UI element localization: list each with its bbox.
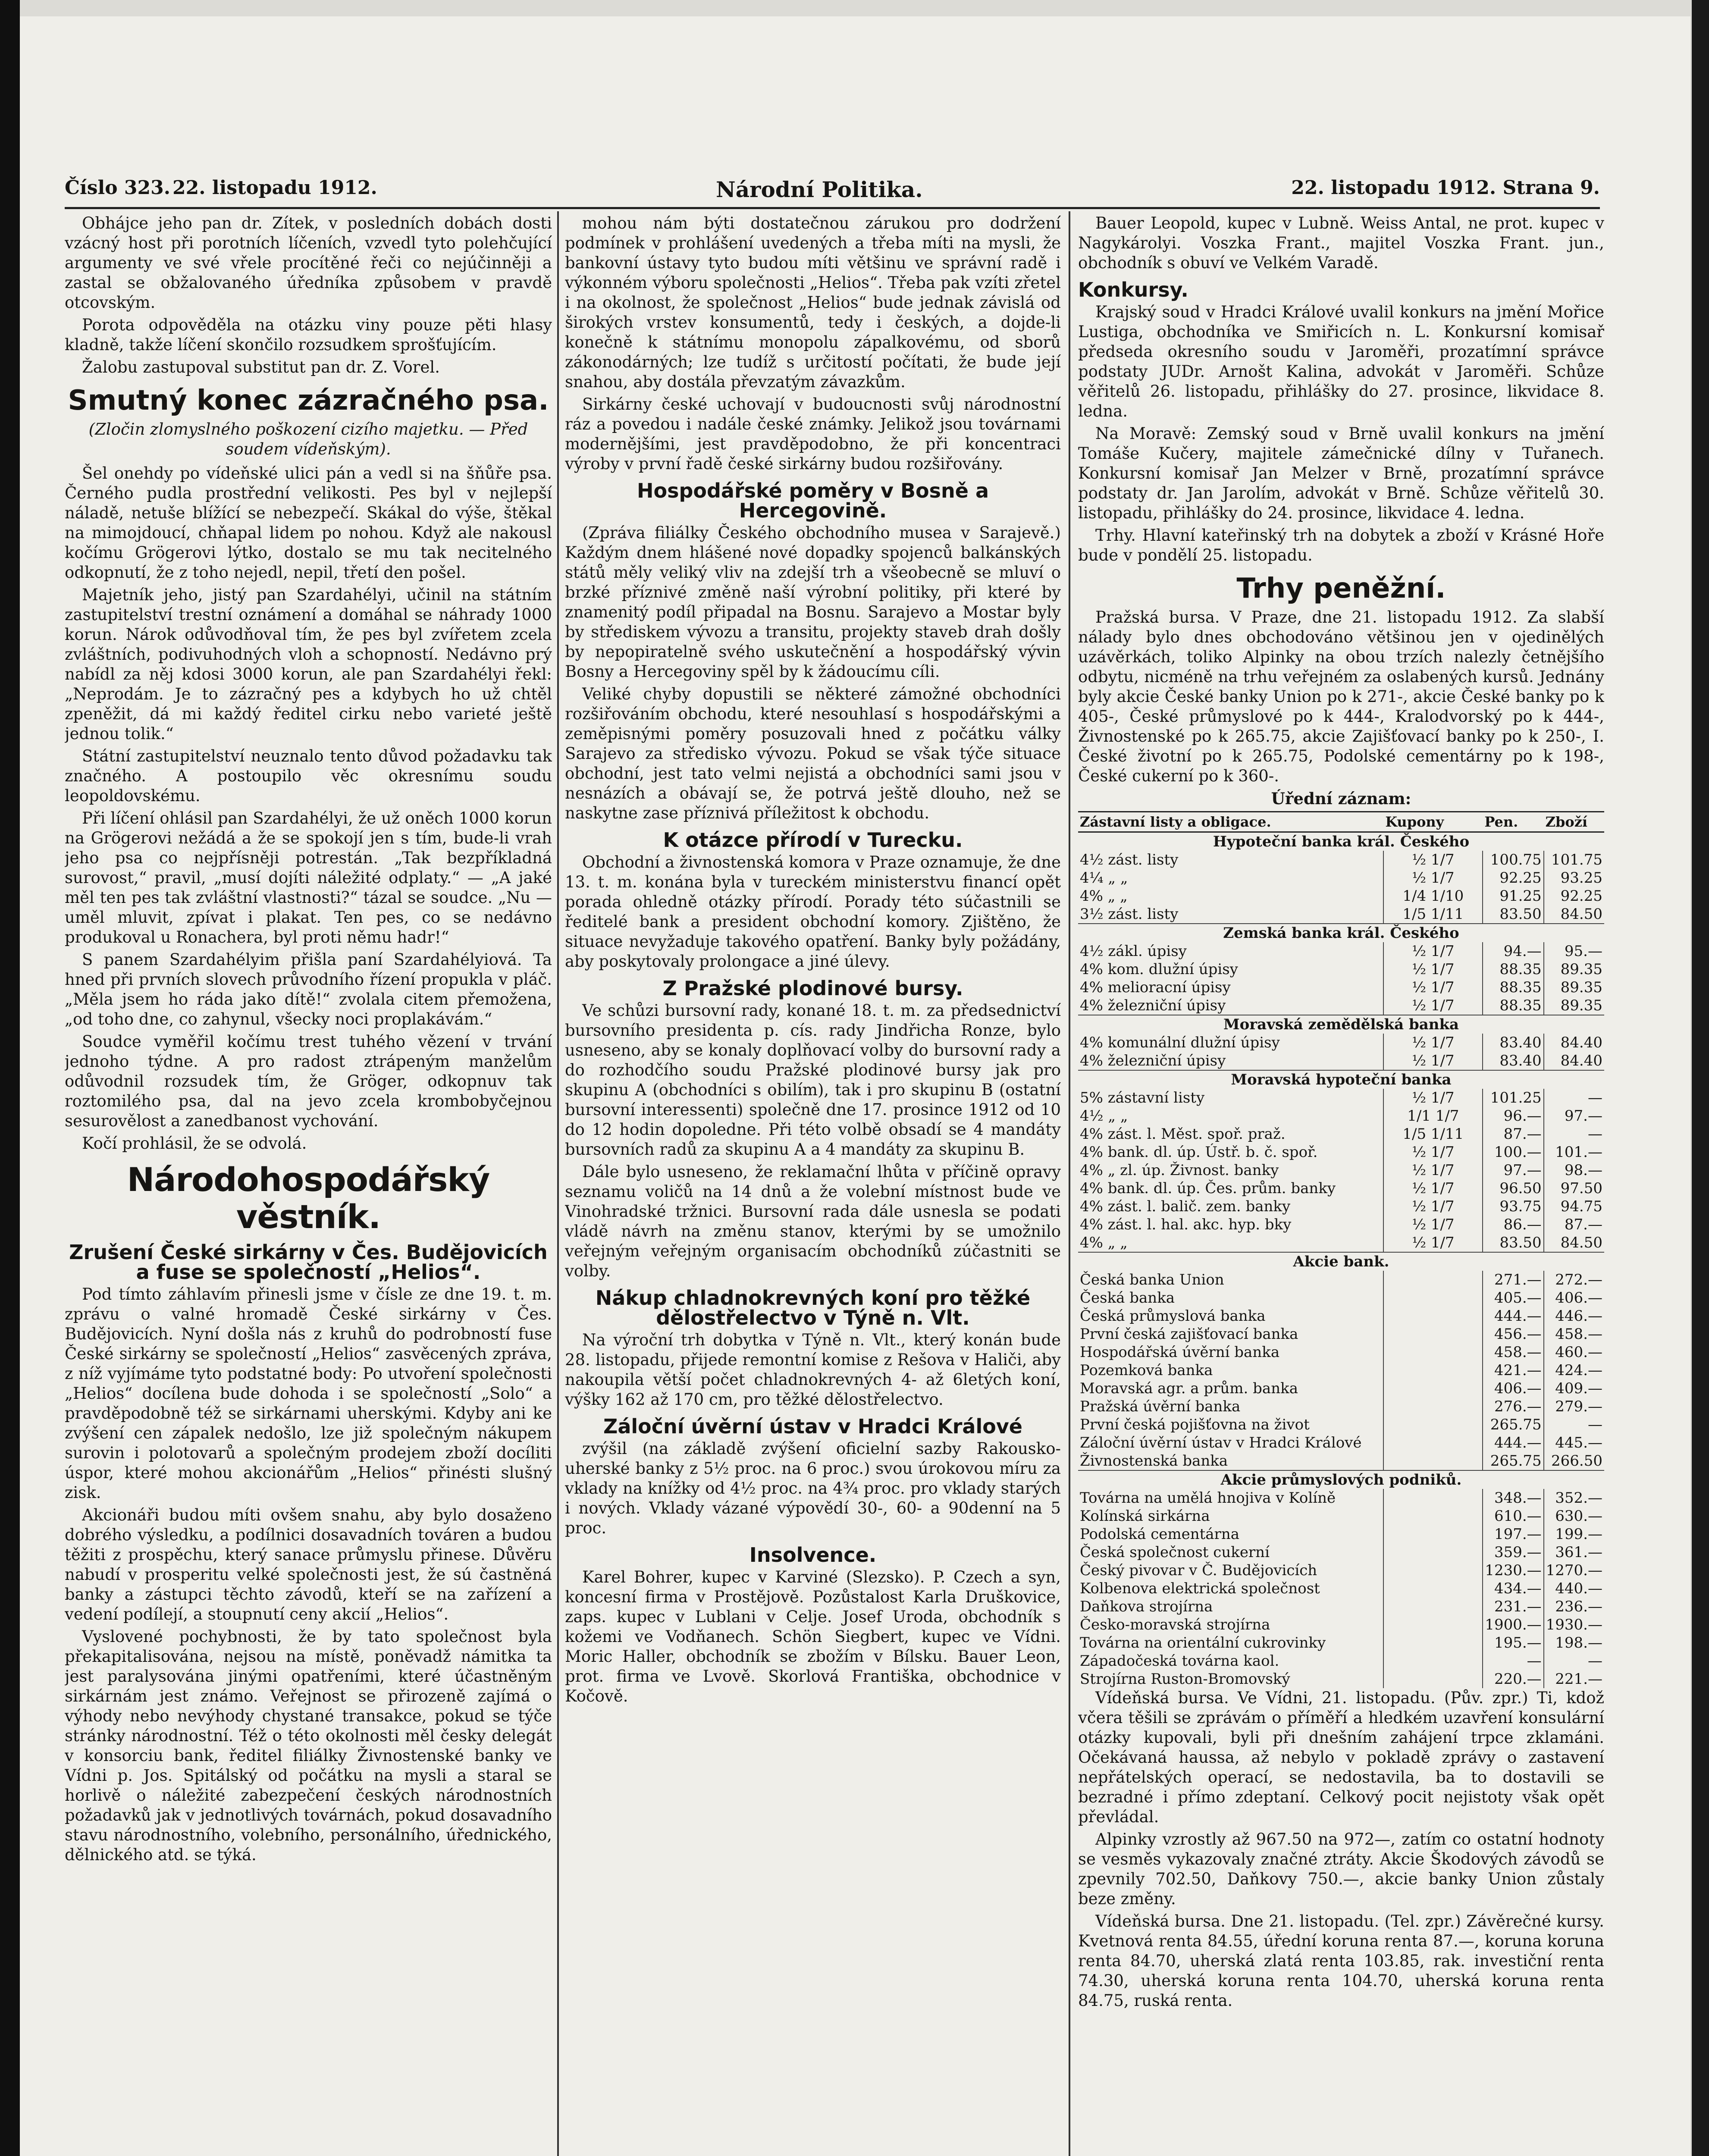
table-cell: 83.50	[1483, 1234, 1543, 1252]
table-row	[1078, 1252, 1604, 1271]
table-cell	[1383, 1379, 1483, 1398]
table-cell: 4% železniční úpisy	[1080, 997, 1226, 1014]
table-cell: 630.—	[1544, 1507, 1604, 1525]
table-cell: 4% „ „	[1080, 1234, 1128, 1251]
table-cell: 444.—	[1483, 1307, 1543, 1325]
table-cell: —	[1483, 1652, 1543, 1670]
table-cell: 1930.—	[1544, 1616, 1604, 1634]
table-cell: 91.25	[1483, 887, 1543, 905]
table-row	[1078, 978, 1604, 997]
table-cell	[1383, 1652, 1483, 1670]
table-cell: 266.50	[1544, 1452, 1604, 1470]
table-cell: 4% zást. l. Měst. spoř. praž.	[1080, 1125, 1286, 1143]
paragraph: Vídeňská bursa. Dne 21. listopadu. (Tel. zpr.) Závěrečné kursy. Kvetnová renta 84.55, úřední koruna renta 87.—, koruna koruna renta 84.70, uherská zlatá renta 103.85, rak. investiční renta 74.30, uherská koruna renta 104.70, uherská koruna renta 84.75, ruská renta.	[1078, 1912, 1604, 2010]
table-cell: Akcie bank.	[1078, 1252, 1604, 1271]
paragraph: Trhy. Hlavní kateřinský trh na dobytek a zboží v Krásné Hoře bude v pondělí 25. listopadu.	[1078, 526, 1604, 564]
table-cell: Živnostenská banka	[1080, 1452, 1228, 1470]
article-headline: Hospodářské poměry v Bosně a Hercegovině.	[637, 479, 989, 522]
table-cell: 406.—	[1483, 1379, 1543, 1398]
table-cell: 220.—	[1483, 1670, 1543, 1688]
paragraph: Bauer Leopold, kupec v Lubně. Weiss Antal, ne prot. kupec v Nagykárolyi. Voszka Frant., majitel Voszka Frant. jun., obchodník s obuví ve Velkém Varadě.	[1078, 214, 1604, 272]
table-cell: 4¼ „ „	[1080, 869, 1128, 887]
table-cell	[1383, 1489, 1483, 1507]
table-cell: 1/5 1/11	[1383, 905, 1483, 924]
table-cell: —	[1544, 1089, 1604, 1107]
page-header	[65, 177, 1600, 207]
date-right: 22. listopadu 1912. Strana 9.	[1291, 177, 1600, 199]
table-cell	[1383, 1398, 1483, 1416]
table-cell: Hospodářská úvěrní banka	[1080, 1344, 1280, 1361]
column-divider	[1069, 211, 1070, 2156]
table-cell: 1/4 1/10	[1383, 887, 1483, 905]
table-cell: Moravská zemědělská banka	[1078, 1015, 1604, 1034]
table-cell: ½ 1/7	[1383, 1161, 1483, 1179]
table-cell: 101.25	[1483, 1089, 1543, 1107]
table-row	[1078, 1543, 1604, 1561]
table-row	[1078, 905, 1604, 924]
scan-edge-left	[0, 0, 20, 2156]
table-cell: Zemská banka král. Českého	[1078, 924, 1604, 942]
column-header: Zástavní listy a obligace.	[1078, 812, 1383, 832]
paragraph: Na výroční trh dobytka v Týně n. Vlt., který konán bude 28. listopadu, přijede remontní komise z Rešova v Haliči, aby nakoupila větší počet chladnokrevných 4- až 6letých koní, výšky 162 až 170 cm, pro těžké dělostřelectvo.	[565, 1331, 1061, 1409]
paragraph: Šel onehdy po vídeňské ulici pán a vedl si na šňůře psa. Černého pudla prostřední velikosti. Pes byl v nejlepší náladě, netuše blížící se nebezpečí. Skákal do výše, štěkal na mimojdoucí, chňapal lidem po nohou. Když ale nakousl kočímu Grögerovi lýtko, dostalo se mu tak necitelného odkopnutí, že z toho nejedl, nepil, třetí den pošel.	[65, 464, 552, 582]
table-cell	[1383, 1307, 1483, 1325]
table-cell: ½ 1/7	[1383, 960, 1483, 978]
table-row	[1078, 1598, 1604, 1616]
table-cell: 4% zást. l. hal. akc. hyp. bky	[1080, 1216, 1292, 1233]
issue-number: Číslo 323.	[65, 177, 171, 199]
paragraph: Pražská bursa. V Praze, dne 21. listopadu 1912. Za slabší nálady bylo dnes obchodováno většinou jen v ojedinělých uzávěrkách, toliko Alpinky na obou trzích nalezly četnějšího odbytu, nicméně na trhu veřejném za oslabených kursů. Jednány byly akcie České banky Union po k 271-, akcie České banky po k 405-, České průmyslové po k 444-, Kralodvorský po k 444-, Živnostenské po k 265.75, akcie Zajišťovací banky po k 250-, I. České životní po k 265.75, Podolské cementárny po k 198-, České cukerní po k 360-.	[1078, 608, 1604, 785]
table-cell: 93.75	[1483, 1197, 1543, 1216]
table-cell: 361.—	[1544, 1543, 1604, 1561]
table-cell: 458.—	[1544, 1325, 1604, 1343]
table-cell: Továrna na umělá hnojiva v Kolíně	[1080, 1489, 1336, 1507]
table-row	[1078, 1271, 1604, 1289]
table-cell: ½ 1/7	[1383, 1216, 1483, 1234]
table-cell	[1383, 1543, 1483, 1561]
table-cell	[1383, 1289, 1483, 1307]
paragraph: Vyslovené pochybnosti, že by tato společnost byla překapitalisována, nejsou na místě, poněvadž námitka ta jest paralysována jinými opatřeními, které účastněným sirkárnám jest známo. Veřejnost se přirozeně zajímá o výhody nebo nevýhody chystané transakce, pokud se týče stránky národnostní. Též o této okolnosti měl česky delegát v konsorciu bank, ředitel filiálky Živnostenské banky ve Vídni p. Jos. Spitálský od počátku na mysli a staral se horlivě o náležité zabezpečení českých národnostních požadavků jak v jednotlivých továrnách, pokud dosavadního stavu národnostního, volebního, personálního, úřednického, dělnického atd. se týká.	[65, 1627, 552, 1864]
table-cell: 88.35	[1483, 978, 1543, 997]
table-cell: 83.40	[1483, 1052, 1543, 1070]
table-row	[1078, 1307, 1604, 1325]
column-header: Kupony	[1383, 812, 1483, 832]
table-cell: 88.35	[1483, 960, 1543, 978]
table-cell: —	[1544, 1125, 1604, 1143]
table-cell: 440.—	[1544, 1579, 1604, 1598]
table-cell: 406.—	[1544, 1289, 1604, 1307]
table-cell: 86.—	[1483, 1216, 1543, 1234]
table-row	[1078, 1034, 1604, 1052]
table-cell: 1/5 1/11	[1383, 1125, 1483, 1143]
table-cell: 197.—	[1483, 1525, 1543, 1543]
table-cell: 434.—	[1483, 1579, 1543, 1598]
article-headline: Zrušení České sirkárny v Čes. Budějovicích a fuse se společností „Helios“.	[69, 1241, 548, 1284]
paragraph: Vídeňská bursa. Ve Vídni, 21. listopadu. (Pův. zpr.) Ti, kdož včera těšili se zprávám o příměří a hledkém uzavření konsulární otázky kupovali, byli při dnešním zahájení trpce zklamáni. Očekávaná haussa, až nebylo v pokladě zprávy o zastavení nepřátelských operací, se nedostavila, ba to dostavili se bezradné i přímo zdeptaní. Celkový pocit nejistoty však opět převládal.	[1078, 1689, 1604, 1826]
table-cell: 279.—	[1544, 1398, 1604, 1416]
table-cell	[1383, 1416, 1483, 1434]
table-cell: 3½ zást. listy	[1080, 906, 1179, 923]
table-cell	[1383, 1343, 1483, 1361]
table-row	[1078, 1289, 1604, 1307]
scan-edge-right	[1692, 0, 1709, 2156]
table-cell: Kolbenova elektrická společnost	[1080, 1580, 1320, 1597]
table-cell	[1383, 1634, 1483, 1652]
table-cell: 94.75	[1544, 1197, 1604, 1216]
newspaper-title: Národní Politika.	[716, 177, 923, 202]
table-cell: 101.75	[1544, 851, 1604, 869]
table-cell: ½ 1/7	[1383, 997, 1483, 1015]
article-headline: Z Pražské plodinové bursy.	[662, 977, 963, 1000]
table-row	[1078, 1015, 1604, 1034]
table-cell: 84.40	[1544, 1052, 1604, 1070]
table-cell: 4% komunální dlužní úpisy	[1080, 1034, 1280, 1051]
table-cell	[1383, 1525, 1483, 1543]
table-cell: Západočeská továrna kaol.	[1080, 1652, 1279, 1670]
article-headline: K otázce přírodí v Turecku.	[663, 828, 963, 852]
table-cell: 199.—	[1544, 1525, 1604, 1543]
table-cell: 84.50	[1544, 1234, 1604, 1252]
article-headline: Záloční úvěrní ústav v Hradci Králové	[603, 1415, 1022, 1438]
table-cell: Akcie průmyslových podniků.	[1078, 1470, 1604, 1489]
table-cell: 198.—	[1544, 1634, 1604, 1652]
table-cell: ½ 1/7	[1383, 1179, 1483, 1197]
table-cell: 4% melioracní úpisy	[1080, 979, 1231, 996]
table-cell	[1383, 1507, 1483, 1525]
table-row	[1078, 1525, 1604, 1543]
table-cell: 405.—	[1483, 1289, 1543, 1307]
table-cell: Pozemková banka	[1080, 1362, 1213, 1379]
table-cell	[1383, 1434, 1483, 1452]
table-row	[1078, 832, 1604, 851]
table-cell: ½ 1/7	[1383, 1034, 1483, 1052]
paragraph: Majetník jeho, jistý pan Szardahélyi, učinil na státním zastupitelství trestní oznámení a domáhal se náhrady 1000 korun. Nárok odůvodňoval tím, že pes byl zvířetem zcela zvláštních, podivuhodných vloh a schopností. Nedávno prý nabídl za něj kdosi 3000 korun, ale pan Szardahélyi řekl: „Neprodám. Je to zázračný pes a kdybych ho už chtěl zpeněžit, dá mi každý ředitel cirku nebo varieté ještě jednou tolik.“	[65, 586, 552, 743]
table-cell: 1900.—	[1483, 1616, 1543, 1634]
column-1	[65, 213, 552, 2156]
table-cell: 352.—	[1544, 1489, 1604, 1507]
table-cell: 98.—	[1544, 1161, 1604, 1179]
table-cell: 445.—	[1544, 1434, 1604, 1452]
table-cell	[1383, 1561, 1483, 1579]
paragraph: Ve schůzi bursovní rady, konané 18. t. m. za předsednictví bursovního presidenta p. cís. rady Jindřicha Ronze, bylo usneseno, aby se konaly doplňovací volby do bursovní rady a do rozhodčího soudu Pražské plodinové bursy jak pro skupinu A (obchodníci s obilím), tak i pro skupinu B (ostatní bursovní interessenti) společně dne 17. prosince 1912 od 10 do 12 hodin dopoledne. Při této volbě obsadí se 4 mandáty bursovních radů za skupinu A a 4 mandáty za skupinu B.	[565, 1001, 1061, 1159]
table-cell: 84.40	[1544, 1034, 1604, 1052]
table-cell: 276.—	[1483, 1398, 1543, 1416]
table-cell: 4½ zást. listy	[1080, 851, 1179, 868]
section-headline: Národohospodářský věstník.	[127, 1160, 490, 1236]
table-cell: —	[1544, 1416, 1604, 1434]
paragraph: zvýšil (na základě zvýšení oficielní sazby Rakousko-uherské banky z 5½ proc. na 6 proc.) svou úrokovou míru za vklady na knížky od 4½ proc. na 4¾ proc. pro vklady starých i nových. Vklady vázané výpovědí 30-, 60- a 90denní na 5 proc.	[565, 1439, 1061, 1537]
article-headline: Nákup chladnokrevných koní pro těžké dělostřelectvo v Týně n. Vlt.	[595, 1286, 1031, 1329]
table-row	[1078, 1616, 1604, 1634]
paragraph: Obhájce jeho pan dr. Zítek, v posledních dobách dosti vzácný host při porotních líčeních, vzvedl tyto polehčující argumenty ve své vřele procítěné řeči co nejúčinněji a zastal se obžalovaného úředníka způsobem v pravdě otcovským.	[65, 214, 552, 312]
date-left: 22. listopadu 1912.	[172, 177, 377, 199]
article-subheadline: (Zločin zlomyslného poškození cizího majetku. — Před soudem vídeňským).	[88, 420, 528, 458]
table-cell: První česká pojišťovna na život	[1080, 1416, 1310, 1433]
table-cell: 97.—	[1544, 1107, 1604, 1125]
paragraph: Žalobu zastupoval substitut pan dr. Z. Vorel.	[82, 358, 440, 376]
table-row	[1078, 997, 1604, 1015]
table-cell: ½ 1/7	[1383, 1234, 1483, 1252]
table-cell: 4% železniční úpisy	[1080, 1052, 1226, 1069]
table-cell: 446.—	[1544, 1307, 1604, 1325]
table-cell: 100.—	[1483, 1143, 1543, 1161]
table-cell: Daňkova strojírna	[1080, 1598, 1213, 1615]
table-row	[1078, 1652, 1604, 1670]
table-cell: Podolská cementárna	[1080, 1526, 1239, 1543]
paragraph: S panem Szardahélyim přišla paní Szardahélyiová. Ta hned při prvních slovech průvodního řízení propukla v pláč. „Měla jsem ho ráda jako dítě!“ zvolala citem přemožena, „od toho dne, co zahynul, všecky noci proplakávám.“	[65, 950, 552, 1028]
table-cell: Továrna na orientální cukrovinky	[1080, 1634, 1326, 1651]
table-row	[1078, 1325, 1604, 1343]
table-cell	[1383, 1271, 1483, 1289]
table-cell: 409.—	[1544, 1379, 1604, 1398]
table-cell: 424.—	[1544, 1361, 1604, 1379]
table-cell: Strojírna Ruston-Bromovský	[1080, 1670, 1290, 1688]
table-cell: 89.35	[1544, 997, 1604, 1015]
paragraph: Alpinky vzrostly až 967.50 na 972—, zatím co ostatní hodnoty se vesměs vykazovaly značné ztráty. Akcie Škodových závodů se zpevnily 702.50, Daňkovy 750.—, akcie banky Union zůstaly beze změny.	[1078, 1830, 1604, 1908]
table-cell: ½ 1/7	[1383, 869, 1483, 887]
table-cell: Český pivovar v Č. Budějovicích	[1080, 1562, 1317, 1579]
table-cell: 92.25	[1483, 869, 1543, 887]
table-cell: 83.50	[1483, 905, 1543, 924]
table-row	[1078, 1489, 1604, 1507]
article-headline: Smutný konec zázračného psa.	[68, 385, 549, 417]
table-cell: 231.—	[1483, 1598, 1543, 1616]
table-cell: ½ 1/7	[1383, 1089, 1483, 1107]
column-divider	[557, 211, 559, 2156]
table-cell: 101.—	[1544, 1143, 1604, 1161]
table-cell: 4% kom. dlužní úpisy	[1080, 961, 1238, 978]
table-cell: 265.75	[1483, 1416, 1543, 1434]
table-cell: 92.25	[1544, 887, 1604, 905]
table-cell: 456.—	[1483, 1325, 1543, 1343]
table-cell: 4% bank. dl. úp. Čes. prům. banky	[1080, 1180, 1336, 1197]
table-cell: 610.—	[1483, 1507, 1543, 1525]
table-row	[1078, 851, 1604, 869]
table-row	[1078, 1507, 1604, 1525]
table-row	[1078, 1107, 1604, 1125]
table-cell: Hypoteční banka král. Českého	[1078, 832, 1604, 851]
paragraph: Obchodní a živnostenská komora v Praze oznamuje, že dne 13. t. m. konána byla v tureckém ministerstvu financí opět porada ohledně otázky přírodí. Porady této súčastnili se ředitelé bank a president obchodní komory. Zjištěno, že situace nevyžaduje takového opatření. Banky byly požádány, aby poskytovaly prolongace a jiné úlevy.	[565, 853, 1061, 971]
table-row	[1078, 1125, 1604, 1143]
table-row	[1078, 1416, 1604, 1434]
table-row	[1078, 1161, 1604, 1179]
table-cell: 421.—	[1483, 1361, 1543, 1379]
table-cell: Moravská agr. a prům. banka	[1080, 1380, 1298, 1397]
column-2	[565, 213, 1061, 2156]
table-cell: Záloční úvěrní ústav v Hradci Králové	[1080, 1434, 1362, 1451]
table-cell: Moravská hypoteční banka	[1078, 1070, 1604, 1089]
table-cell: Česká banka Union	[1080, 1271, 1224, 1288]
table-row	[1078, 1070, 1604, 1089]
table-cell: 89.35	[1544, 960, 1604, 978]
table-cell	[1383, 1361, 1483, 1379]
table-cell: 4% bank. dl. úp. Ústř. b. č. spoř.	[1080, 1144, 1318, 1161]
header-rule	[65, 207, 1600, 209]
table-row	[1078, 1216, 1604, 1234]
table-cell: Česká banka	[1080, 1289, 1175, 1307]
paragraph: Kočí prohlásil, že se odvolá.	[82, 1134, 307, 1153]
table-row	[1078, 1634, 1604, 1652]
paragraph: Sirkárny české uchovají v budoucnosti svůj národnostní ráz a povedou i nadále české známky. Jelikož jsou továrnami modernějšími, jest pravděpodobno, že při koncentraci výroby v první řadě české sirkárny budou rozšiřovány.	[565, 395, 1061, 473]
table-cell: Kolínská sirkárna	[1080, 1507, 1210, 1525]
table-row	[1078, 869, 1604, 887]
table-cell: 4% „ „	[1080, 887, 1128, 905]
table-cell: Česko-moravská strojírna	[1080, 1616, 1270, 1633]
table-cell: 458.—	[1483, 1343, 1543, 1361]
table-cell: 265.75	[1483, 1452, 1543, 1470]
table-cell: 89.35	[1544, 978, 1604, 997]
paragraph: Dále bylo usneseno, že reklamační lhůta v příčině opravy seznamu voličů na 14 dnů a že volební místnost bude ve Vinohradské tržnici. Bursovní rada dále usnesla se podati vládě návrh na změnu stanov, kterými by se umožnilo veřejným veřejným organisacím obchodníků zúčastniti se volby.	[565, 1163, 1061, 1280]
table-cell: 97.—	[1483, 1161, 1543, 1179]
article-headline: Insolvence.	[749, 1543, 877, 1567]
table-cell: První česká zajišťovací banka	[1080, 1326, 1298, 1343]
table-row	[1078, 1434, 1604, 1452]
table-cell: —	[1544, 1652, 1604, 1670]
table-cell: 444.—	[1483, 1434, 1543, 1452]
table-cell: 83.40	[1483, 1034, 1543, 1052]
table-row	[1078, 1579, 1604, 1598]
table-cell: 93.25	[1544, 869, 1604, 887]
table-cell	[1383, 1579, 1483, 1598]
paragraph: Akcionáři budou míti ovšem snahu, aby bylo dosaženo dobrého výsledku, a podílnici dosavadních továren a budou těžiti z prospěchu, který sanace průmyslu přinese. Důvěru nabudí v prosperitu velké společnosti jest, že sú častněná banky a zástupci těchto závodů, kteří se na zařízení a vedení podílejí, a stoupnutí ceny akcií „Helios“.	[65, 1506, 552, 1623]
paragraph: Na Moravě: Zemský soud v Brně uvalil konkurs na jmění Tomáše Kučery, majitele zámečnické dílny v Tuřanech. Konkursní komisař Jan Melzer v Brně, prozatímní správce podstaty dr. Jan Jarolím, advokát v Brně. Schůze věřitelů 30. listopadu, přihlášky do 24. prosince, likvidace 4. ledna.	[1078, 424, 1604, 522]
paragraph: Státní zastupitelství neuznalo tento důvod požadavku tak značného. A postoupilo věc okresnímu soudu leopoldovskému.	[65, 747, 552, 805]
paragraph: Veliké chyby dopustili se některé zámožné obchodníci rozšiřováním obchodu, které nesouhlasí s hospodářskými a zeměpisnými poměry posuzovali hned z počátku války Sarajevo za středisko vývozu. Pokud se však týče situace obchodní, jest tato velmi nejistá a obchodníci sami jsou v nesnázích a obávají se, že potrvá ještě dlouho, než se naskytne zase příznivá příležitost k obchodu.	[565, 685, 1061, 822]
table-cell	[1383, 1616, 1483, 1634]
column-3	[1078, 213, 1604, 2156]
table-cell: 97.50	[1544, 1179, 1604, 1197]
table-cell: ½ 1/7	[1383, 1197, 1483, 1216]
table-cell: 84.50	[1544, 905, 1604, 924]
table-row	[1078, 1379, 1604, 1398]
table-cell: 96.—	[1483, 1107, 1543, 1125]
table-cell	[1383, 1598, 1483, 1616]
paragraph: mohou nám býti dostatečnou zárukou pro dodržení podmínek v prohlášení uvedených a třeba míti na mysli, že bankovní ústavy tyto budou míti většinu ve správní radě i výkonném výboru společnosti „Helios“. Třeba pak vzíti zřetel i na okolnost, že společnost „Helios“ bude jednak závislá od širokých vrstev konsumentů, tedy i českých, a dojde-li konečně k státnímu monopolu zápalkovému, od sborů zákonodárných; lze tudíž s určitostí počítati, že bude její snahou, aby dostála převzatým závazkům.	[565, 214, 1061, 391]
paragraph: Pod tímto záhlavím přinesli jsme v čísle ze dne 19. t. m. zprávu o valné hromadě České sirkárny v Čes. Budějovicích. Nyní došla nás z kruhů do podrobností fuse České sirkárny se společností „Helios“ zasvěcených zpráva, z níž vyjímáme tyto podstatné body: Po utvoření společnosti „Helios“ docílena bude dohoda i se společností „Solo“ a pravděpodobně též se sirkárnami uherskými. Kdyby ani ke zvýšení cen zápalek nedošlo, lze již společným nákupem surovin i polotovarů a společným prodejem zboží docíliti úspor, které mohou akcionářům „Helios“ přinésti slušný zisk.	[65, 1285, 552, 1502]
table-row	[1078, 1197, 1604, 1216]
paragraph: (Zpráva filiálky Českého obchodního musea v Sarajevě.) Každým dnem hlášené nové dopadky spojenců balkánských států měly veliký vliv na zdejší trh a všeobecně se mluví o brzké příznivé změně naší výrobní politiky, při které by znamenitý podíl připadal na Bosnu. Sarajevo a Mostar byly by střediskem vývozu a transitu, projekty staveb drah došly by nepopiratelně svého uskutečnění a hospodářský vývin Bosny a Hercegoviny spěl by k žádoucímu cíli.	[565, 523, 1061, 681]
table-cell: 88.35	[1483, 997, 1543, 1015]
table-cell: 96.50	[1483, 1179, 1543, 1197]
table-row	[1078, 1179, 1604, 1197]
table-row	[1078, 1143, 1604, 1161]
table-cell: 4½ zákl. úpisy	[1080, 943, 1187, 960]
table-cell: 1/1 1/7	[1383, 1107, 1483, 1125]
column-header: Pen.	[1483, 812, 1543, 832]
table-cell: 359.—	[1483, 1543, 1543, 1561]
table-cell: ½ 1/7	[1383, 1143, 1483, 1161]
table-cell: 94.—	[1483, 942, 1543, 960]
table-cell: 348.—	[1483, 1489, 1543, 1507]
table-row	[1078, 1089, 1604, 1107]
table-cell	[1383, 1452, 1483, 1470]
table-cell	[1383, 1325, 1483, 1343]
table-cell: 271.—	[1483, 1271, 1543, 1289]
table-cell: ½ 1/7	[1383, 1052, 1483, 1070]
table-cell: 236.—	[1544, 1598, 1604, 1616]
table-row	[1078, 1398, 1604, 1416]
table-row	[1078, 887, 1604, 905]
table-cell: 95.—	[1544, 942, 1604, 960]
table-cell: 87.—	[1544, 1216, 1604, 1234]
table-cell: ½ 1/7	[1383, 851, 1483, 869]
table-cell: 4% zást. l. balič. zem. banky	[1080, 1198, 1291, 1215]
paragraph: Soudce vyměřil kočímu trest tuhého vězení v trvání jednoho týdne. A pro radost ztrápeným manželům odůvodnil rozsudek tím, že Gröger, odkopnuv tak roztomilého psa, dal na jevo zcela krombobyčejnou sesurovělost a zanedbanost vychování.	[65, 1032, 552, 1130]
paragraph: Krajský soud v Hradci Králové uvalil konkurs na jmění Mořice Lustiga, obchodníka ve Smiřicích n. L. Konkursní komisař předseda okresního soudu v Jaroměři, prozatímní správce podstaty JUDr. Arnošt Kalina, advokát v Jaroměři. Schůze věřitelů 26. listopadu, přihlášky do 27. prosince, likvidace 8. ledna.	[1078, 303, 1604, 420]
table-cell: 4½ „ „	[1080, 1107, 1128, 1125]
table-row	[1078, 1343, 1604, 1361]
table-cell: ½ 1/7	[1383, 942, 1483, 960]
paragraph: Při líčení ohlásil pan Szardahélyi, že už oněch 1000 korun na Grögerovi nežádá a že se spokojí jen s tím, bude-li vrah jeho psa co nejpřísněji potrestán. „Tak bezpříkladná surovost,“ pravil, „musí dojíti náležité odplaty.“ — „A jaké měl ten pes tak zvláštní vlastnosti?“ tázal se soudce. „Nu — uměl mluvit, zpívat i plakat. Ten pes, co se nedávno produkoval u Ronachera, byl proti němu hadr!“	[65, 809, 552, 946]
table-cell: 87.—	[1483, 1125, 1543, 1143]
table-cell: 4% „ zl. úp. Živnost. banky	[1080, 1162, 1279, 1179]
column-header: Zboží	[1544, 812, 1604, 832]
stock-quotes-table	[1078, 811, 1604, 1688]
table-row	[1078, 1452, 1604, 1470]
table-cell: 5% zástavní listy	[1080, 1089, 1205, 1106]
table-row	[1078, 942, 1604, 960]
table-row	[1078, 1561, 1604, 1579]
table-row	[1078, 924, 1604, 942]
table-cell: 460.—	[1544, 1343, 1604, 1361]
table-cell: 221.—	[1544, 1670, 1604, 1688]
table-row	[1078, 960, 1604, 978]
table-row	[1078, 1052, 1604, 1070]
table-cell: 195.—	[1483, 1634, 1543, 1652]
table-cell: Česká průmyslová banka	[1080, 1307, 1266, 1325]
table-row	[1078, 1361, 1604, 1379]
table-cell: ½ 1/7	[1383, 978, 1483, 997]
table-cell: Česká společnost cukerní	[1080, 1544, 1270, 1561]
table-row	[1078, 1670, 1604, 1688]
table-cell	[1383, 1670, 1483, 1688]
table-cell: 100.75	[1483, 851, 1543, 869]
article-headline: Konkursy.	[1078, 278, 1188, 301]
table-row	[1078, 1234, 1604, 1252]
table-row	[1078, 1470, 1604, 1489]
paragraph: Porota odpověděla na otázku viny pouze pěti hlasy kladně, takže líčení skončilo rozsudkem sprošťujícím.	[65, 316, 552, 354]
table-cell: Pražská úvěrní banka	[1080, 1398, 1241, 1415]
table-caption: Úřední záznam:	[1271, 789, 1411, 808]
table-header-row	[1078, 812, 1604, 832]
table-cell: 1270.—	[1544, 1561, 1604, 1579]
table-cell: 272.—	[1544, 1271, 1604, 1289]
paragraph: Karel Bohrer, kupec v Karviné (Slezsko). P. Czech a syn, koncesní firma v Prostějově. Pozůstalost Karla Druškovice, zaps. kupec v Lublani v Celje. Josef Uroda, obchodník s kožemi ve Vodňanech. Schön Siegbert, kupec ve Vídni. Moric Haller, obchodník se zbožím v Bílsku. Bauer Leon, prot. firma ve Lvově. Skorlová Františka, obchodnice v Kočově.	[565, 1568, 1061, 1705]
table-cell: 1230.—	[1483, 1561, 1543, 1579]
section-headline: Trhy peněžní.	[1236, 573, 1446, 605]
